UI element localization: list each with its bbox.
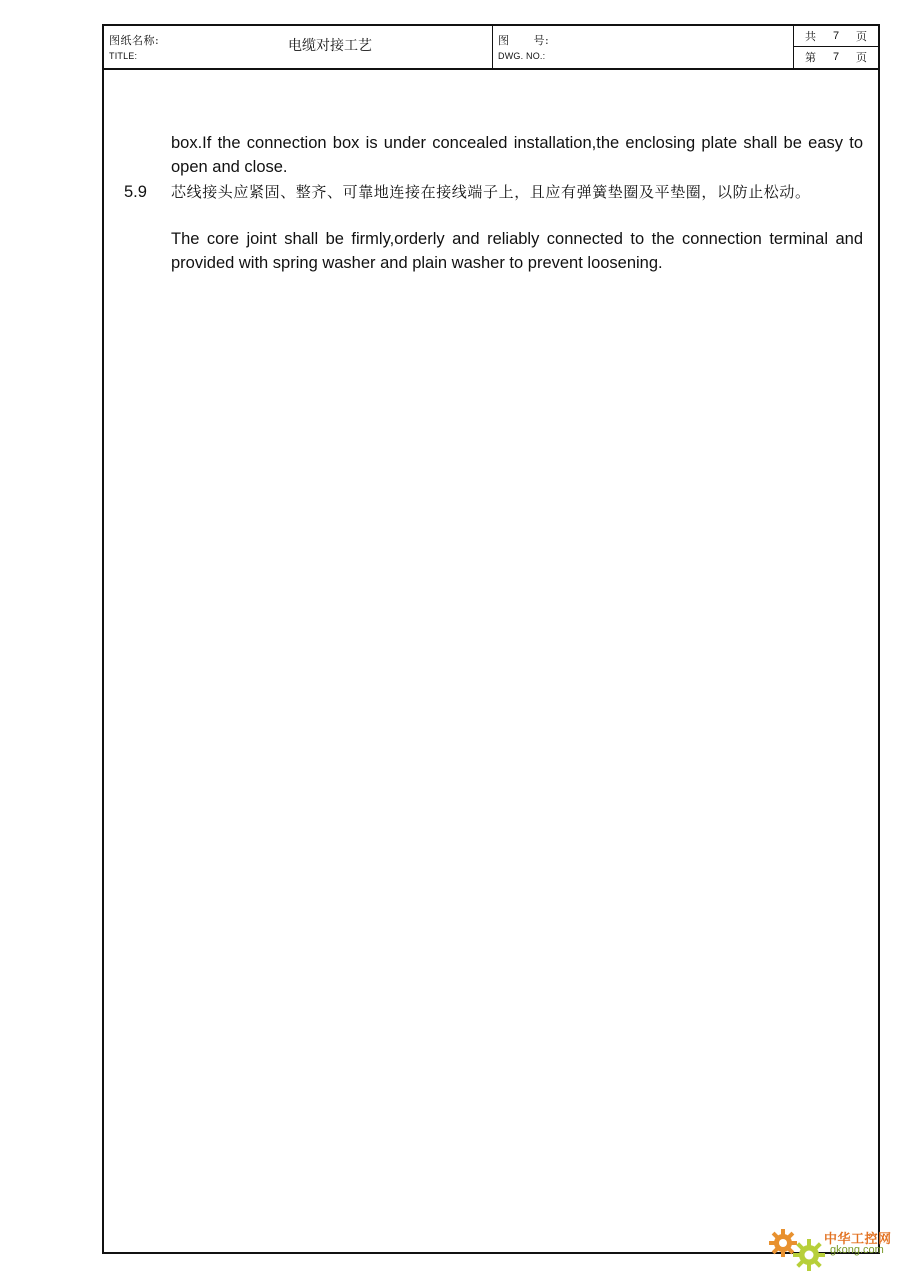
section-text-cn: 芯线接头应紧固、整齐、可靠地连接在接线端子上，且应有弹簧垫圈及平垫圈，以防止松动。 [171, 183, 811, 201]
watermark-brand: 中华工控网 [824, 1232, 892, 1247]
total-pages-suffix: 页 [856, 30, 867, 43]
dwg-label-cn: 图 号: [498, 34, 550, 47]
current-page-prefix: 第 [805, 51, 816, 64]
title-cell [104, 26, 493, 68]
current-page-value: 7 [833, 51, 840, 63]
page-count-cell [794, 26, 878, 68]
gear-icon [792, 1238, 826, 1272]
total-pages-row [794, 26, 878, 47]
current-page-suffix: 页 [856, 51, 867, 64]
continuation-paragraph: box.If the connection box is under concealed installation,the enclosing plate shall be easy to open and close. [171, 134, 863, 176]
title-block [104, 26, 878, 70]
drawing-number-cell [493, 26, 794, 68]
total-pages-value: 7 [833, 30, 840, 42]
document-title: 电缆对接工艺 [288, 38, 372, 54]
watermark-domain: gkong.com [830, 1244, 884, 1256]
drawing-frame [102, 24, 880, 1254]
section-number: 5.9 [124, 183, 147, 201]
dwg-label-en: DWG. NO.: [498, 51, 546, 61]
current-page-row [794, 47, 878, 67]
watermark [768, 1222, 898, 1272]
title-label-cn: 图纸名称: [109, 34, 160, 47]
title-label-en: TITLE: [109, 51, 138, 61]
total-pages-prefix: 共 [805, 30, 816, 43]
section-text-en: The core joint shall be firmly,orderly and reliably connected to the connection terminal and provided with spring washer and plain washer to prevent loosening. [171, 230, 863, 272]
